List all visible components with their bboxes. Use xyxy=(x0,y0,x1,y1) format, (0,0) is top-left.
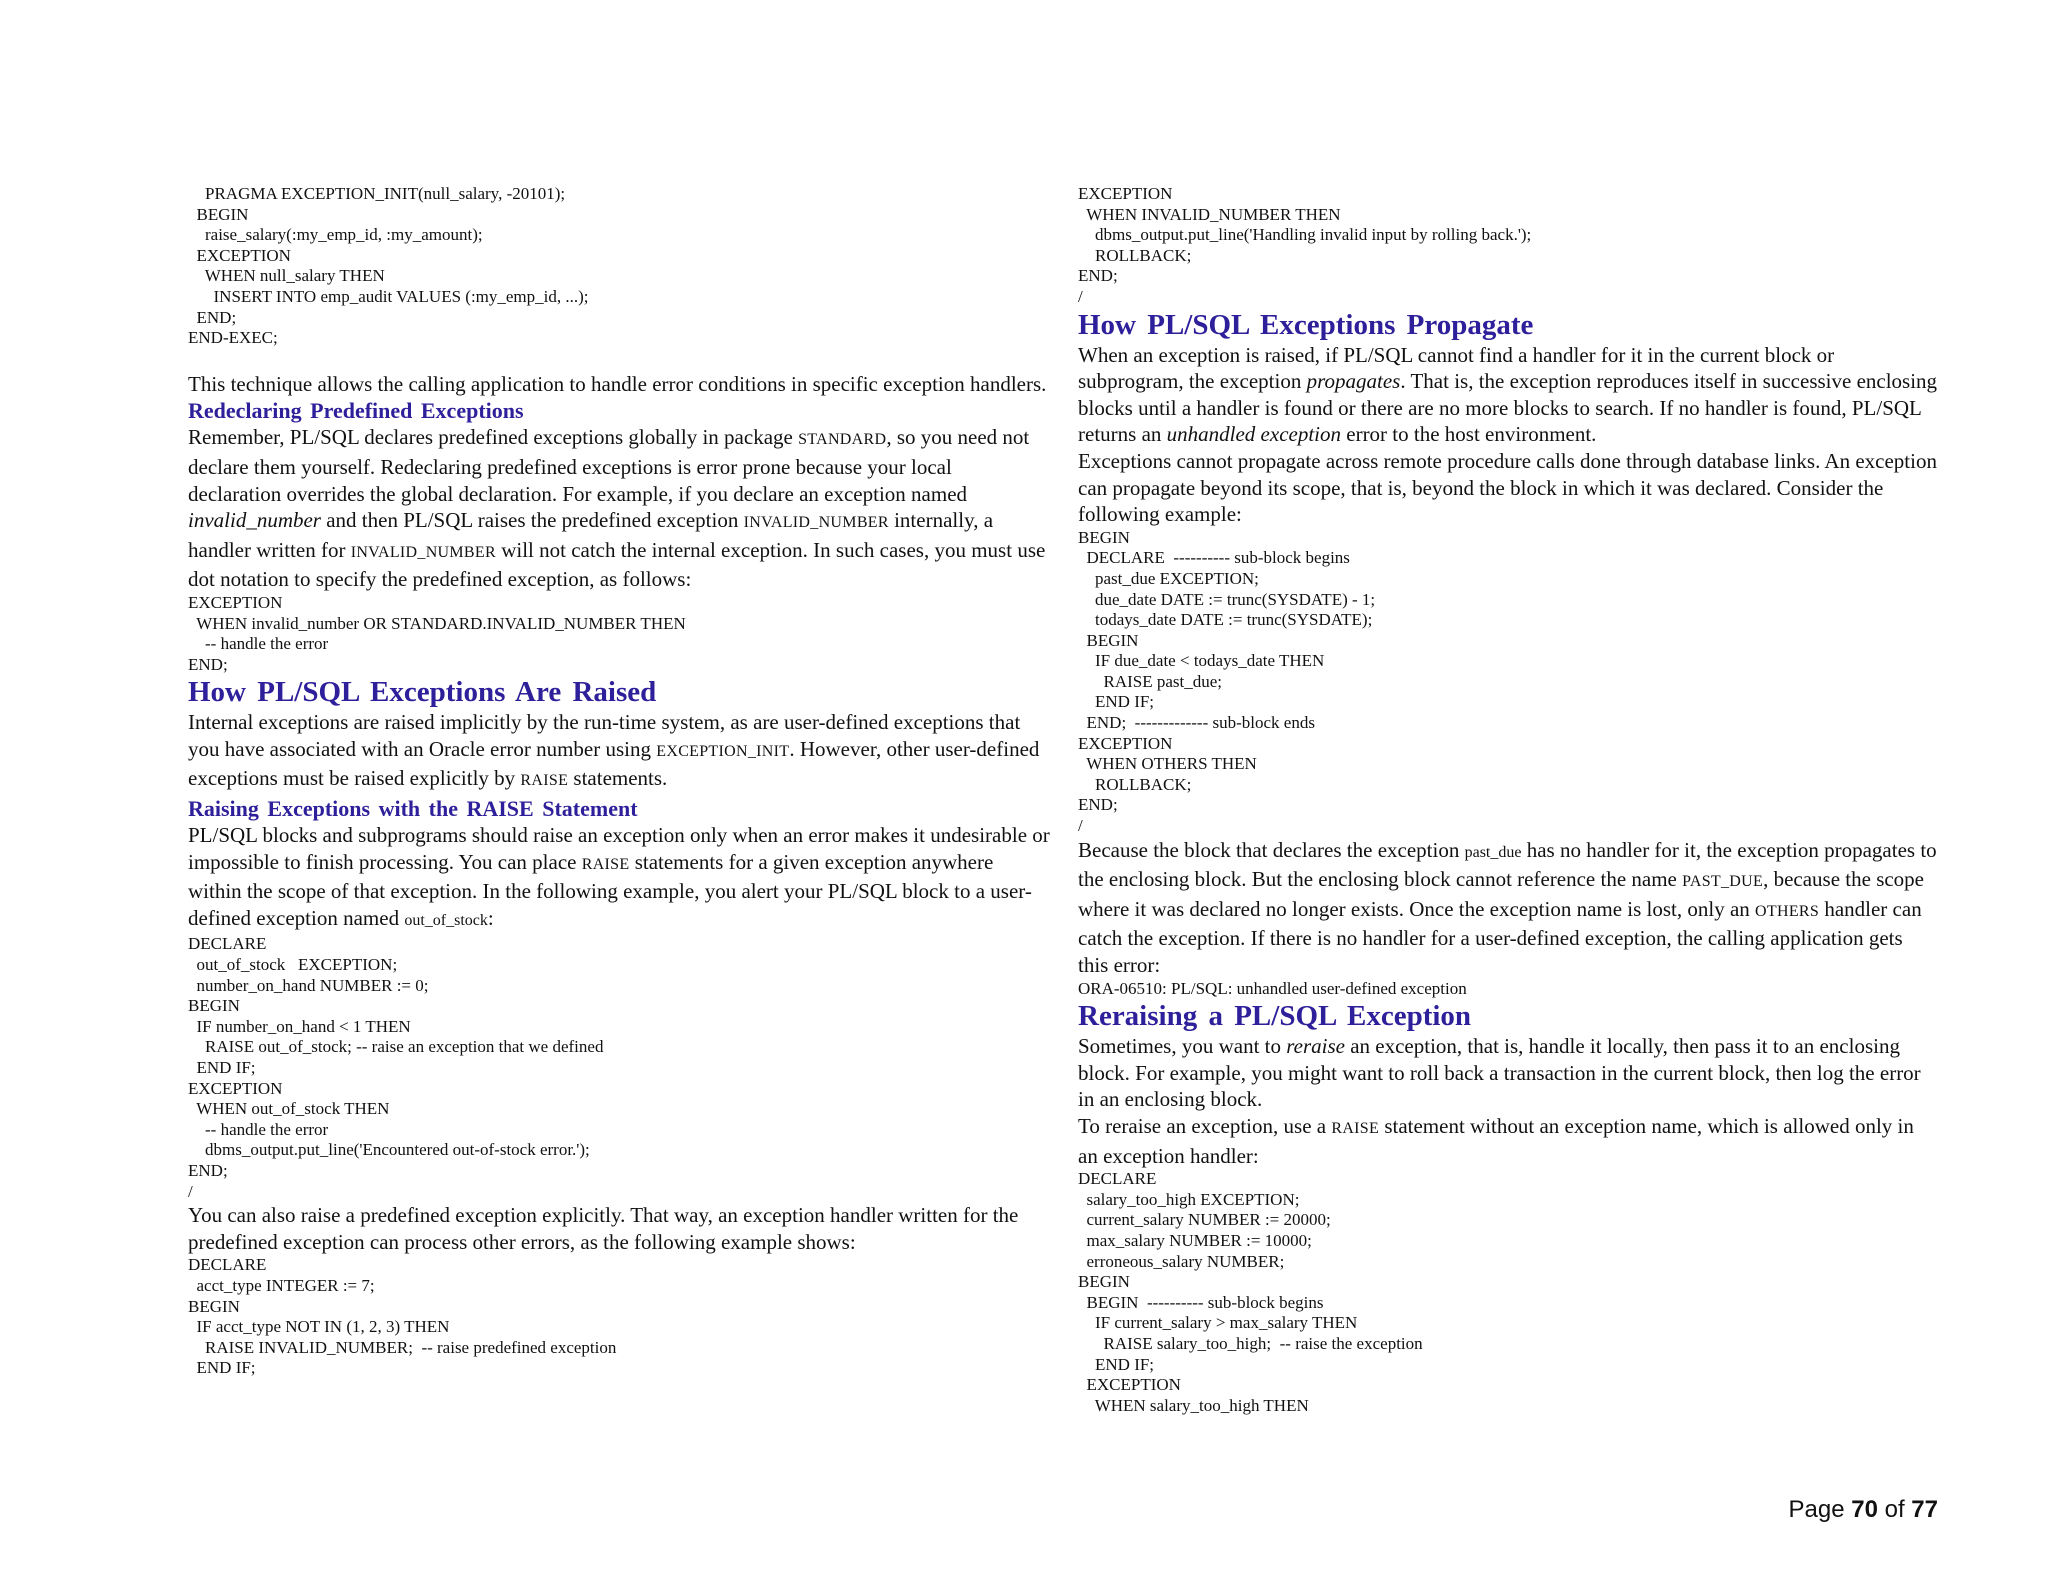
code-line: WHEN salary_too_high THEN xyxy=(1078,1395,1309,1415)
code-line: BEGIN xyxy=(1078,527,1130,547)
code-block-acct-type xyxy=(188,1255,1050,1379)
code-block-salary xyxy=(1078,1169,1938,1416)
code-line: DECLARE xyxy=(1078,1169,1157,1189)
heading-reraising: Reraising a PL/SQL Exception xyxy=(1078,1000,1472,1033)
code-line: todays_date DATE := trunc(SYSDATE); xyxy=(1078,610,1373,630)
heading-raise-statement: Raising Exceptions with the RAISE Statement xyxy=(188,796,638,822)
code-line: past_due EXCEPTION; xyxy=(1078,568,1259,588)
paragraph-raised: Internal exceptions are raised implicitly by the run-time system, as are user-defined exceptions that you have associated with an Oracle error number using EXCEPTION_INIT. However, other user-defined exceptions must be raised explicitly by RAISE statements. xyxy=(188,710,1040,791)
code-line: IF current_salary > max_salary THEN xyxy=(1078,1313,1358,1333)
code-line: raise_salary(:my_emp_id, :my_amount); xyxy=(188,225,483,245)
paragraph-propagate: When an exception is raised, if PL/SQL cannot find a handler for it in the current block or subprogram, the exception propagates. That is, the exception reproduces itself in successive enclosing blocks until a handler is found or there are no more blocks to search. If no handler is found, PL/SQL returns an unhandled exception error to the host environment. xyxy=(1078,342,1938,447)
code-line: END-EXEC; xyxy=(188,328,278,348)
code-line: EXCEPTION xyxy=(1078,1375,1181,1395)
code-line: WHEN OTHERS THEN xyxy=(1078,754,1257,774)
code-line: END; xyxy=(188,654,228,674)
code-line: BEGIN xyxy=(1078,630,1139,650)
code-line: WHEN INVALID_NUMBER THEN xyxy=(1078,204,1341,224)
code-line: RAISE past_due; xyxy=(1078,671,1223,691)
code-line: out_of_stock EXCEPTION; xyxy=(188,955,398,975)
heading-exceptions-propagate: How PL/SQL Exceptions Propagate xyxy=(1078,308,1534,341)
code-block-sub-block xyxy=(1078,528,1938,837)
code-line: BEGIN xyxy=(1078,1272,1130,1292)
code-line: IF number_on_hand < 1 THEN xyxy=(188,1016,411,1036)
code-block-dot-notation xyxy=(188,593,1050,675)
code-line: RAISE salary_too_high; -- raise the exception xyxy=(1078,1333,1423,1353)
code-line: END; xyxy=(1078,795,1118,815)
paragraph-redeclaring: Remember, PL/SQL declares predefined exceptions globally in package STANDARD, so you need not declare them yourself. Redeclaring predefined exceptions is error prone because your local declaration overrides the global declaration. For example, if you declare an exception named invalid_number and then PL/SQL raises the predefined exception INVALID_NUMBER internally, a handler written for INVALID_NUMBER will not catch the internal exception. In such cases, you must use dot notation to specify the predefined exception, as follows: xyxy=(188,425,1046,592)
code-block-pragma xyxy=(188,184,1050,349)
code-line: END IF; xyxy=(1078,1354,1155,1374)
code-line: ROLLBACK; xyxy=(1078,245,1192,265)
code-line: DECLARE xyxy=(188,1255,267,1275)
paragraph-past-due: Because the block that declares the exception past_due has no handler for it, the exception propagates to the enclosing block. But the enclosing block cannot reference the name PAST_DUE, because the scope where it was declared no longer exists. Once the exception name is lost, only an OTHERS handler can catch the exception. If there is no handler for a user-defined exception, the calling application gets this error: xyxy=(1078,837,1937,977)
code-line: / xyxy=(1078,286,1083,306)
paragraph-technique: This technique allows the calling application to handle error conditions in specific exception handlers. xyxy=(188,371,1047,396)
left-column xyxy=(188,184,1050,1379)
code-line: / xyxy=(1078,816,1083,836)
page-label: Page xyxy=(1788,1496,1845,1523)
code-block-invalid-number xyxy=(1078,184,1938,308)
code-line: -- handle the error xyxy=(188,634,329,654)
code-block-out-of-stock xyxy=(188,934,1050,1202)
code-line: ORA-06510: PL/SQL: unhandled user-defined exception xyxy=(1078,978,1467,998)
code-line: EXCEPTION xyxy=(188,245,291,265)
current-page-number: 70 xyxy=(1851,1496,1878,1523)
code-line: RAISE out_of_stock; -- raise an exception that we defined xyxy=(188,1037,604,1057)
code-line: ROLLBACK; xyxy=(1078,774,1192,794)
code-line: END; xyxy=(188,1160,228,1180)
code-line: due_date DATE := trunc(SYSDATE) - 1; xyxy=(1078,589,1376,609)
code-line: EXCEPTION xyxy=(1078,184,1173,203)
code-line: BEGIN xyxy=(188,204,249,224)
code-line: END IF; xyxy=(1078,692,1155,712)
code-line: dbms_output.put_line('Encountered out-of-stock error.'); xyxy=(188,1140,590,1160)
right-column xyxy=(1078,184,1938,1416)
code-line: salary_too_high EXCEPTION; xyxy=(1078,1189,1300,1209)
code-line: number_on_hand NUMBER := 0; xyxy=(188,975,429,995)
code-line: IF acct_type NOT IN (1, 2, 3) THEN xyxy=(188,1317,450,1337)
heading-exceptions-are-raised: How PL/SQL Exceptions Are Raised xyxy=(188,676,657,709)
total-pages: 77 xyxy=(1911,1496,1938,1523)
code-line: BEGIN ---------- sub-block begins xyxy=(1078,1292,1324,1312)
code-line: IF due_date < todays_date THEN xyxy=(1078,651,1325,671)
code-block-ora-error xyxy=(1078,979,1938,1000)
code-line: / xyxy=(188,1181,193,1201)
paragraph-remote-calls: Exceptions cannot propagate across remote procedure calls done through database links. An exception can propagate beyond its scope, that is, beyond the block in which it was declared. Consider the following example: xyxy=(1078,448,1937,527)
code-line: EXCEPTION xyxy=(188,1078,283,1098)
code-line: BEGIN xyxy=(188,996,240,1016)
code-line: current_salary NUMBER := 20000; xyxy=(1078,1210,1331,1230)
page-number-footer xyxy=(1789,1496,1939,1524)
code-line: BEGIN xyxy=(188,1296,240,1316)
code-line: RAISE INVALID_NUMBER; -- raise predefined exception xyxy=(188,1337,617,1357)
code-line: erroneous_salary NUMBER; xyxy=(1078,1251,1285,1271)
code-line: WHEN out_of_stock THEN xyxy=(188,1099,390,1119)
code-line: END; xyxy=(188,307,237,327)
code-line: PRAGMA EXCEPTION_INIT(null_salary, -20101); xyxy=(188,184,566,203)
code-line: dbms_output.put_line('Handling invalid input by rolling back.'); xyxy=(1078,225,1532,245)
of-label: of xyxy=(1884,1496,1905,1523)
heading-redeclaring-predefined-exceptions: Redeclaring Predefined Exceptions xyxy=(188,398,524,424)
paragraph-raise-statement: PL/SQL blocks and subprograms should raise an exception only when an error makes it undesirable or impossible to finish processing. You can place RAISE statements for a given exception anywhere within the scope of that exception. In the following example, you alert your PL/SQL block to a user-defined exception named out_of_stock: xyxy=(188,823,1050,930)
code-line: DECLARE xyxy=(188,934,267,954)
code-line: DECLARE ---------- sub-block begins xyxy=(1078,548,1350,568)
code-line: EXCEPTION xyxy=(188,592,283,612)
paragraph-predefined-explicit: You can also raise a predefined exception explicitly. That way, an exception handler written for the predefined exception can process other errors, as the following example shows: xyxy=(188,1203,1019,1254)
code-line: acct_type INTEGER := 7; xyxy=(188,1275,375,1295)
code-line: END IF; xyxy=(188,1058,256,1077)
code-line: -- handle the error xyxy=(188,1119,329,1139)
paragraph-reraise: Sometimes, you want to reraise an exception, that is, handle it locally, then pass it to an enclosing block. For example, you might want to roll back a transaction in the current block, then log the error in an enclosing block. xyxy=(1078,1034,1921,1112)
code-line: WHEN invalid_number OR STANDARD.INVALID_NUMBER THEN xyxy=(188,613,686,633)
code-line: END; xyxy=(1078,266,1118,286)
paragraph-reraise-how: To reraise an exception, use a RAISE statement without an exception name, which is allowed only in an exception handler: xyxy=(1078,1113,1914,1168)
code-line: END IF; xyxy=(188,1358,256,1378)
code-line: max_salary NUMBER := 10000; xyxy=(1078,1230,1312,1250)
code-line: WHEN null_salary THEN xyxy=(188,266,385,286)
code-line: EXCEPTION xyxy=(1078,733,1173,753)
code-line: INSERT INTO emp_audit VALUES (:my_emp_id, ...); xyxy=(188,286,589,306)
code-line: END; ------------- sub-block ends xyxy=(1078,713,1315,733)
